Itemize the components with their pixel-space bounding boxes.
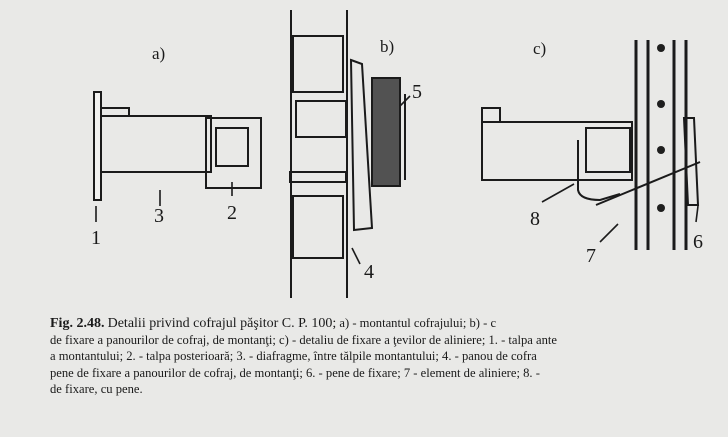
panel-a-drawing bbox=[94, 92, 261, 200]
callout-4: 4 bbox=[364, 261, 374, 283]
panel-label-b: b) bbox=[380, 37, 395, 56]
caption-line-4: pene de fixare a panourilor de cofraj, de montanţi; 6. - pene de fixare; 7 - element de aliniere; 8. - bbox=[50, 365, 540, 380]
panel-label-a: a) bbox=[152, 44, 166, 63]
caption-title: Detalii privind cofrajul păşitor C. P. 100; bbox=[107, 316, 337, 331]
caption-line-3: a montantului; 2. - talpa posterioară; 3. - diafragme, între tălpile montantului; 4. - panou de cofra bbox=[50, 349, 537, 364]
callout-2: 2 bbox=[227, 202, 237, 224]
callout-1: 1 bbox=[91, 227, 101, 249]
caption-line-1 bbox=[50, 315, 725, 332]
figure-caption bbox=[50, 315, 725, 397]
callout-7: 7 bbox=[586, 245, 596, 267]
callout-8: 8 bbox=[530, 208, 540, 230]
callout-3: 3 bbox=[154, 205, 164, 227]
panel-label-c: c) bbox=[533, 39, 547, 58]
caption-line-1-rest: a) - montantul cofrajului; b) - c bbox=[339, 316, 497, 330]
caption-line-5: de fixare, cu pene. bbox=[50, 381, 143, 396]
caption-line-2: de fixare a panourilor de cofraj, de montanţi; c) - detaliu de fixare a ţevilor de aliniere; 1. - talpa ante bbox=[50, 333, 558, 348]
panel-c-drawing bbox=[482, 40, 700, 250]
callout-6: 6 bbox=[693, 231, 703, 253]
callout-5: 5 bbox=[412, 81, 422, 103]
caption-figure-number: Fig. 2.48. bbox=[50, 316, 105, 331]
